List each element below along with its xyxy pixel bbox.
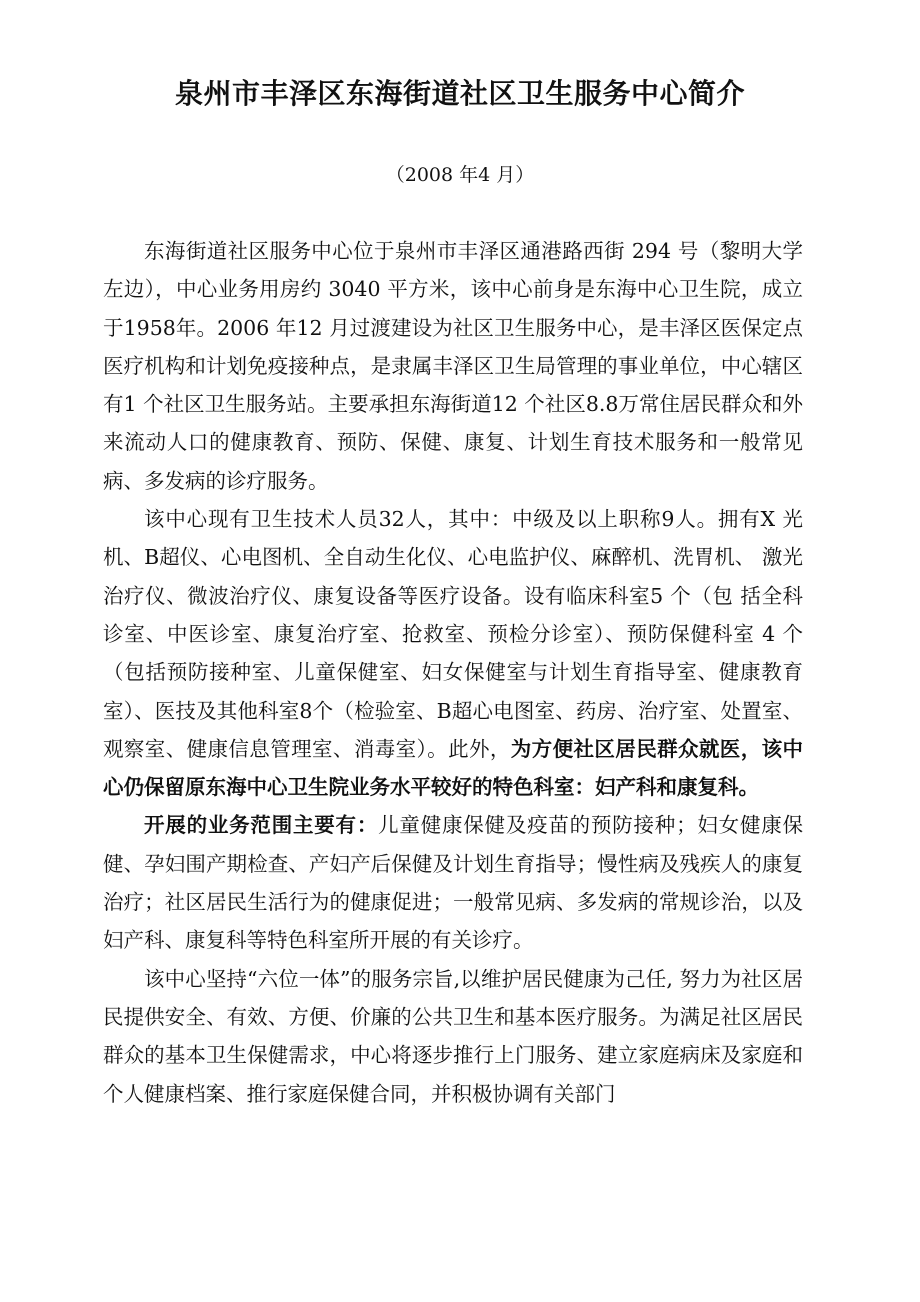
paragraph-service-mission bbox=[103, 960, 803, 1113]
paragraph-text: 该中心坚持“六位一体”的服务宗旨,以维护居民健康为己任, 努力为社区居民提供安全、有效、方便、价廉的公共卫生和基本医疗服务。为满足社区居民群众的基本卫生保健需求，中心将逐步推行上门服务、建立家庭病床及家庭和个人健康档案、推行家庭保健合同，并积极协调有关部门 bbox=[103, 966, 803, 1106]
paragraph-bold-heading: 开展的业务范围主要有： bbox=[144, 813, 379, 838]
paragraph-text: 该中心现有卫生技术人员32人，其中：中级及以上职称9人。拥有X 光机、B超仪、心电图机、全自动生化仪、心电监护仪、麻醉机、洗胃机、 激光治疗仪、微波治疗仪、康复设备等医疗设备。设有临床科室5 个（包 括全科诊室、中医诊室、康复治疗室、抢救室、预检分诊室）、预防保健科室 4 个（包括预防接种室、儿童保健室、妇女保健室与计划生育指导室、健康教育室）、医技及其他科室8个（检验室、B超心电图室、药房、治疗室、处置室、观察室、健康信息管理室、消毒室）。此外， bbox=[103, 507, 803, 761]
paragraph-text: 儿童健康保健及疫苗的预防接种；妇女健康保健、孕妇围产期检查、产妇产后保健及计划生育指导；慢性病及残疾人的康复治疗；社区居民生活行为的健康促进；一般常见病、多发病的常规诊治，以及妇产科、康复科等特色科室所开展的有关诊疗。 bbox=[103, 813, 804, 953]
document-title: 泉州市丰泽区东海街道社区卫生服务中心简介 bbox=[174, 77, 745, 110]
document-date: （2008 年4 月） bbox=[385, 164, 535, 186]
document-body bbox=[103, 232, 803, 1113]
paragraph-bold-text: 为方便社区居民群众就医，该中心仍保留原东海中心卫生院业务水平较好的特色科室：妇产科和康复科。 bbox=[103, 736, 804, 800]
paragraph-location bbox=[103, 232, 803, 500]
paragraph-staff-equipment bbox=[103, 500, 803, 806]
paragraph-business-scope bbox=[103, 806, 803, 959]
paragraph-text: 东海街道社区服务中心位于泉州市丰泽区通港路西街 294 号（黎明大学左边），中心业务用房约 3040 平方米，该中心前身是东海中心卫生院，成立于1958年。2006 年12 月过渡建设为社区卫生服务中心，是丰泽区医保定点医疗机构和计划免疫接种点，是隶属丰泽区卫生局管理的事业单位，中心辖区有1 个社区卫生服务站。主要承担东海街道12 个社区8.8万常住居民群众和外来流动人口的健康教育、预防、保健、康复、计划生育技术服务和一般常见病、多发病的诊疗服务。 bbox=[103, 239, 803, 493]
